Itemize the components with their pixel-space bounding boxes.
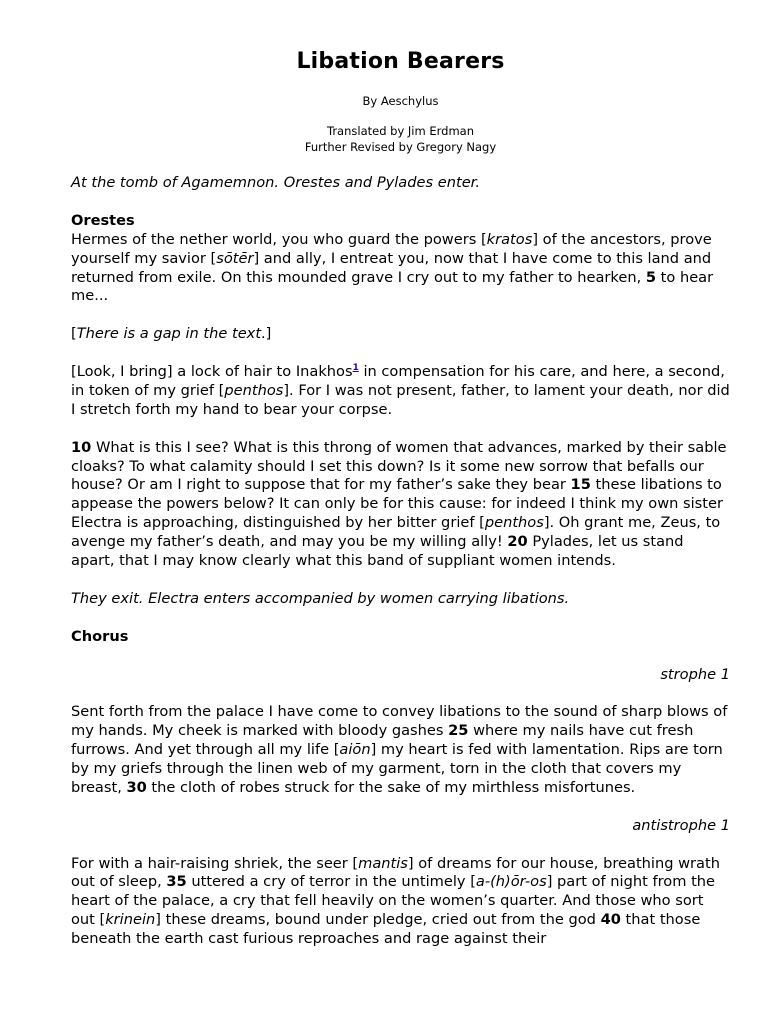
line-number: 15 [570, 476, 591, 494]
line-number: 5 [645, 268, 657, 286]
footnote-link[interactable]: 1 [352, 363, 359, 374]
chorus-paragraph: Sent forth from the palace I have come to convey libations to the sound of sharp blows of my hands. My cheek is marked with bloody gashes 25 where my nails have cut fresh furrows. And yet through all my life [aiōn] my heart is fed with lamentation. Rips are torn by my griefs through the linen web of my garment, torn in the cloth that covers my breast, 30 the cloth of robes struck for the sake of my mirthless misfortunes. [71, 703, 728, 796]
line-number: 25 [448, 722, 469, 740]
line-number: 30 [126, 778, 147, 796]
stage-direction: At the tomb of Agamemnon. Orestes and Pylades enter. [71, 174, 480, 191]
speaker-name: Chorus [71, 627, 129, 645]
stage-direction: They exit. Electra enters accompanied by women carrying libations. [71, 589, 570, 607]
translator-line: Translated by Jim Erdman [326, 124, 474, 138]
line-number: 40 [600, 911, 621, 929]
gap-note: [There is a gap in the text.] [71, 325, 272, 343]
line-number: 20 [507, 533, 528, 551]
line-number: 35 [166, 873, 187, 891]
play-text [71, 174, 730, 949]
reviser-line: Further Revised by Gregory Nagy [304, 140, 497, 154]
speaker-name: Orestes [71, 211, 135, 229]
speech-paragraph: Hermes of the nether world, you who guard the powers [kratos] of the ancestors, prove yourself my savior [sōtēr] and ally, I entreat you, now that I have come to this land and returned from exile. On this mounded grave I cry out to my father to hearken, 5 to hear me... [71, 230, 714, 305]
line-number: 10 [71, 438, 92, 456]
speech-paragraph: [Look, I bring] a lock of hair to Inakhos$^1$ in compensation for his care, and here, a second, in token of my grief [penthos]. For I was not present, father, to lament your death, nor did I stretch forth my hand to bear your corpse. [71, 363, 730, 418]
chorus-paragraph: For with a hair-raising shriek, the seer [mantis] of dreams for our house, breathing wrath out of sleep, 35 uttered a cry of terror in the untimely [a-(h)ōr-os] part of night from the heart of the palace, a cry that fell heavily on the women’s quarter. And those who sort out [krinein] these dreams, bound under pledge, cried out from the god 40 that those beneath the earth cast furious reproaches and rage against their [71, 854, 720, 948]
strophe-label: strophe 1 [660, 665, 730, 683]
antistrophe-label: antistrophe 1 [632, 816, 730, 834]
document-title: Libation Bearers [296, 49, 505, 74]
author-line: By Aeschylus [362, 94, 439, 108]
speech-paragraph: 10 What is this I see? What is this throng of women that advances, marked by their sable cloaks? To what calamity should I set this down? Is it some new sorrow that befalls our house? Or am I right to suppose that for my father’s sake they bear 15 these libations to appease the powers below? It can only be for this cause: for indeed I think my own sister Electra is approaching, distinguished by her bitter grief [penthos]. Oh grant me, Zeus, to avenge my father’s death, and may you be my willing ally! 20 Pylades, let us stand apart, that I may know clearly what this band of suppliant women intends. [71, 438, 727, 570]
